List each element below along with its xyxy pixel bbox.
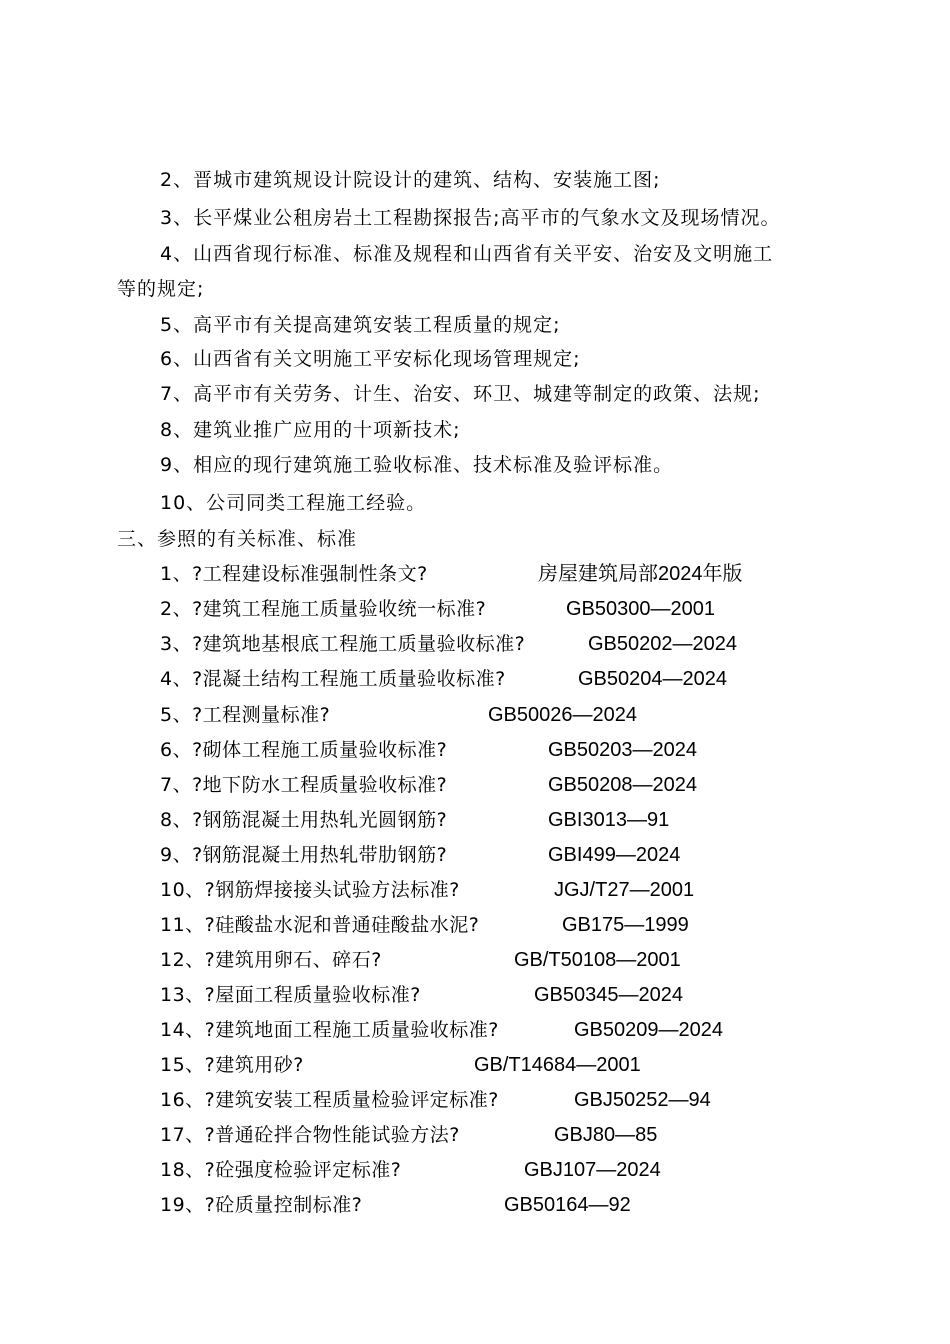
basis-item-4-continued: 等的规定;	[117, 278, 205, 300]
standard-code: GBJ50252—94	[574, 1089, 711, 1111]
standard-title: 3、?建筑地基根底工程施工质量验收标准?	[160, 633, 526, 655]
standard-title: 11、?硅酸盐水泥和普通硅酸盐水泥?	[160, 914, 480, 936]
standard-title: 4、?混凝土结构工程施工质量验收标准?	[160, 668, 506, 690]
standard-code: GBI3013—91	[548, 809, 670, 831]
standard-title: 19、?砼质量控制标准?	[160, 1194, 363, 1216]
standard-code: GBI499—2024	[548, 844, 681, 866]
standard-title: 14、?建筑地面工程施工质量验收标准?	[160, 1019, 499, 1041]
standard-title: 18、?砼强度检验评定标准?	[160, 1159, 402, 1181]
basis-item-8: 8、建筑业推广应用的十项新技术;	[160, 419, 461, 441]
standard-title: 5、?工程测量标准?	[160, 704, 331, 726]
basis-item-3: 3、长平煤业公租房岩土工程勘探报告;高平市的气象水文及现场情况。	[160, 207, 781, 229]
basis-item-9: 9、相应的现行建筑施工验收标准、技术标准及验评标准。	[160, 454, 674, 476]
standard-title: 6、?砌体工程施工质量验收标准?	[160, 739, 448, 761]
basis-item-2: 2、晋城市建筑规设计院设计的建筑、结构、安装施工图;	[160, 169, 661, 191]
basis-item-4: 4、山西省现行标准、标准及规程和山西省有关平安、治安及文明施工	[160, 243, 774, 265]
standard-code: GB/T14684—2001	[474, 1054, 641, 1076]
basis-item-6: 6、山西省有关文明施工平安标化现场管理规定;	[160, 348, 581, 370]
standard-code: GB50204—2024	[578, 668, 728, 690]
basis-item-7: 7、高平市有关劳务、计生、治安、环卫、城建等制定的政策、法规;	[160, 383, 761, 405]
standard-title: 7、?地下防水工程质量验收标准?	[160, 774, 448, 796]
standard-title: 10、?钢筋焊接接头试验方法标准?	[160, 879, 460, 901]
standard-code: GB50203—2024	[548, 739, 698, 761]
standard-title: 16、?建筑安装工程质量检验评定标准?	[160, 1089, 499, 1111]
standard-code: JGJ/T27—2001	[554, 879, 695, 901]
basis-item-5: 5、高平市有关提高建筑安装工程质量的规定;	[160, 314, 561, 336]
standard-code: GB50345—2024	[534, 984, 684, 1006]
standard-code: GB50202—2024	[588, 633, 738, 655]
standard-title: 12、?建筑用卵石、碎石?	[160, 949, 382, 971]
standard-code: GB/T50108—2001	[514, 949, 681, 971]
standard-title: 8、?钢筋混凝土用热轧光圆钢筋?	[160, 809, 448, 831]
standard-title: 2、?建筑工程施工质量验收统一标准?	[160, 598, 487, 620]
standard-title: 13、?屋面工程质量验收标准?	[160, 984, 421, 1006]
standard-code: GB50026—2024	[488, 704, 638, 726]
standard-code: 房屋建筑局部2024年版	[538, 563, 743, 585]
standard-code: GB50164—92	[504, 1194, 631, 1216]
standard-code: GB50209—2024	[574, 1019, 724, 1041]
standard-code: GBJ80—85	[554, 1124, 658, 1146]
standard-code: GBJ107—2024	[524, 1159, 661, 1181]
standard-code: GB50208—2024	[548, 774, 698, 796]
standard-code: GB175—1999	[562, 914, 689, 936]
standard-title: 15、?建筑用砂?	[160, 1054, 304, 1076]
standard-title: 17、?普通砼拌合物性能试验方法?	[160, 1124, 460, 1146]
standard-title: 1、?工程建设标准强制性条文?	[160, 563, 428, 585]
section-heading: 三、参照的有关标准、标准	[117, 528, 358, 550]
basis-item-10: 10、公司同类工程施工经验。	[160, 492, 427, 514]
standard-code: GB50300—2001	[566, 598, 716, 620]
standard-title: 9、?钢筋混凝土用热轧带肋钢筋?	[160, 844, 448, 866]
